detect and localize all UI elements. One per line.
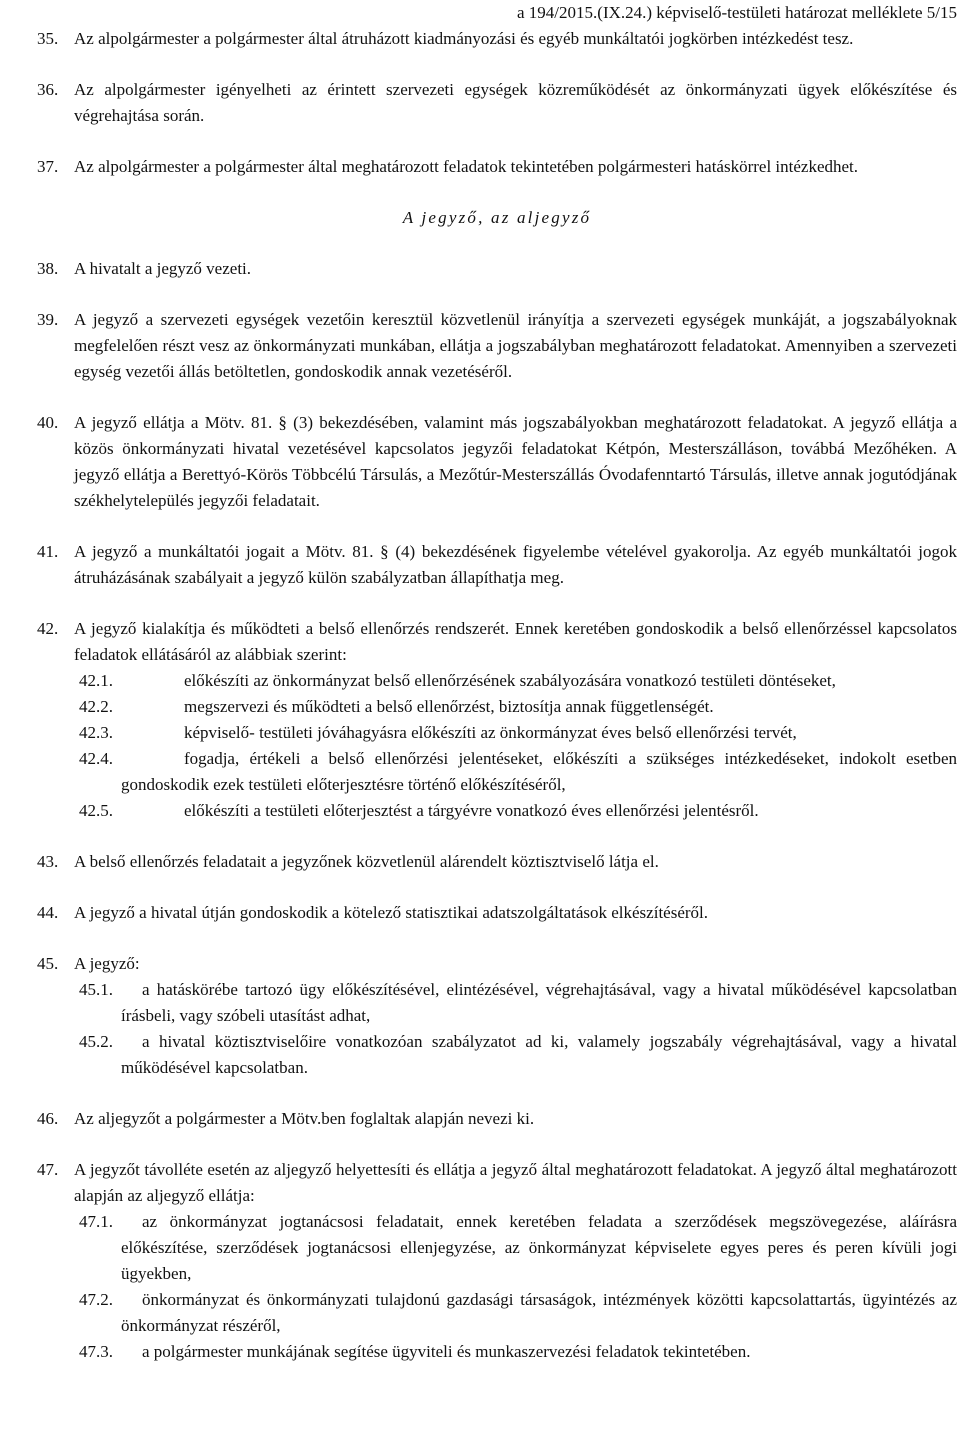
- list-item-number: 42.5.: [79, 801, 113, 820]
- paragraph-40: [37, 410, 957, 514]
- paragraph-35: [37, 26, 957, 52]
- paragraph-number: 36.: [37, 80, 59, 99]
- list-item-42-1: [79, 668, 957, 694]
- page-header: a 194/2015.(IX.24.) képviselő-testületi határozat melléklete 5/15: [517, 3, 957, 22]
- paragraph-text: Az aljegyzőt a polgármester a Mötv.ben foglaltak alapján nevezi ki.: [74, 1109, 535, 1128]
- list-item-47-3: [79, 1339, 957, 1365]
- list-item-text: az önkormányzat jogtanácsosi feladatait, ennek keretében feladata a szerződések megszövegezése, aláírásra előkészítése, szerződések jogtanácsosi ellenjegyzése, az önkormányzat képviselete egyes peres és peren kívüli jogi ügyekben,: [121, 1212, 957, 1283]
- list-item-number: 42.4.: [79, 749, 113, 768]
- paragraph-text: A belső ellenőrzés feladatait a jegyzőnek közvetlenül alárendelt köztisztviselő látja el.: [74, 852, 659, 871]
- paragraph-38: [37, 256, 957, 282]
- list-item-42-2: [79, 694, 957, 720]
- paragraph-number: 39.: [37, 310, 59, 329]
- paragraph-text: A jegyző kialakítja és működteti a belső ellenőrzés rendszerét. Ennek keretében gondoskodik a belső ellenőrzéssel kapcsolatos feladatok ellátásáról az alábbiak szerint:: [74, 619, 957, 664]
- paragraph-number: 42.: [37, 619, 59, 638]
- paragraph-text: A jegyzőt távolléte esetén az aljegyző helyettesíti és ellátja a jegyző által meghatározott feladatokat. A jegyző által meghatározott alapján az aljegyző ellátja:: [74, 1160, 957, 1205]
- list-item-42-4: [79, 746, 957, 798]
- list-item-47-1: [79, 1209, 957, 1287]
- list-item-text: a hatáskörébe tartozó ügy előkészítésével, elintézésével, végrehajtásával, vagy a hivatal működésével kapcsolatban írásbeli, vagy szóbeli utasítást adhat,: [121, 980, 957, 1025]
- paragraph-number: 41.: [37, 542, 59, 561]
- paragraph-number: 38.: [37, 259, 59, 278]
- list-item-47-2: [79, 1287, 957, 1339]
- paragraph-text: A jegyző a szervezeti egységek vezetőin keresztül közvetlenül irányítja a szervezeti egységek munkáját, a jogszabályoknak megfelelően részt vesz az önkormányzati munkában, ellátja a jogszabályban meghatározott feladatokat. Amennyiben a szervezeti egység vezetői állás betöltetlen, gondoskodik annak vezetéséről.: [74, 310, 957, 381]
- paragraph-number: 46.: [37, 1109, 59, 1128]
- list-item-45-2: [79, 1029, 957, 1081]
- section-title: A jegyző, az aljegyző: [402, 208, 592, 227]
- paragraph-text: Az alpolgármester igényelheti az érintett szervezeti egységek közreműködését az önkormányzati ügyek előkészítése és végrehajtása során.: [74, 80, 957, 125]
- list-item-text: képviselő- testületi jóváhagyásra előkészíti az önkormányzat éves belső ellenőrzési tervét,: [184, 723, 797, 742]
- paragraph-text: Az alpolgármester a polgármester által meghatározott feladatok tekintetében polgármesteri hatáskörrel intézkedhet.: [74, 157, 859, 176]
- list-item-number: 45.2.: [79, 1032, 113, 1051]
- paragraph-44: [37, 900, 957, 926]
- paragraph-36: [37, 77, 957, 129]
- list-item-42-3: [79, 720, 957, 746]
- paragraph-37: [37, 154, 957, 180]
- list-item-text: a hivatal köztisztviselőire vonatkozóan szabályzatot ad ki, valamely jogszabály végrehajtásával, vagy a hivatal működésével kapcsolatban.: [121, 1032, 957, 1077]
- paragraph-42: [37, 616, 957, 668]
- paragraph-number: 47.: [37, 1160, 59, 1179]
- list-item-number: 42.2.: [79, 697, 113, 716]
- paragraph-text: A hivatalt a jegyző vezeti.: [74, 259, 252, 278]
- list-item-text: fogadja, értékeli a belső ellenőrzési jelentéseket, előkészíti a szükséges intézkedéseket, indokolt esetben gondoskodik ezek testületi előterjesztésre történő előkészítéséről,: [121, 749, 957, 794]
- list-item-text: előkészíti a testületi előterjesztést a tárgyévre vonatkozó éves ellenőrzési jelentésről.: [184, 801, 759, 820]
- list-item-text: önkormányzat és önkormányzati tulajdonú gazdasági társaságok, intézmények közötti kapcsolattartás, ügyintézés az önkormányzat részéről,: [121, 1290, 957, 1335]
- paragraph-text: A jegyző a munkáltatói jogait a Mötv. 81. § (4) bekezdésének figyelembe vételével gyakorolja. Az egyéb munkáltatói jogok átruházásának szabályait a jegyző külön szabályzatban állapíthatja meg.: [74, 542, 957, 587]
- list-item-number: 42.3.: [79, 723, 113, 742]
- paragraph-39: [37, 307, 957, 385]
- paragraph-text: Az alpolgármester a polgármester által átruházott kiadmányozási és egyéb munkáltatói jogkörben intézkedést tesz.: [74, 29, 854, 48]
- list-item-number: 47.1.: [79, 1212, 113, 1231]
- list-item-text: előkészíti az önkormányzat belső ellenőrzésének szabályozására vonatkozó testületi döntéseket,: [184, 671, 836, 690]
- paragraph-43: [37, 849, 957, 875]
- paragraph-45: [37, 951, 957, 977]
- paragraph-text: A jegyző ellátja a Mötv. 81. § (3) bekezdésében, valamint más jogszabályokban meghatározott feladatokat. A jegyző ellátja a közös önkormányzati hivatal vezetésével kapcsolatos jegyzői feladatokat Kétpón, Mesterszálláson, továbbá Mezőhéken. A jegyző ellátja a Berettyó-Körös Többcélú Társulás, a Mezőtúr-Mesterszállás Óvodafenntartó Társulás, illetve annak jogutódjának székhelytelepülés jegyzői feladatait.: [74, 413, 957, 510]
- paragraph-number: 37.: [37, 157, 59, 176]
- list-item-number: 42.1.: [79, 671, 113, 690]
- list-item-42-5: [79, 798, 957, 824]
- paragraph-47: [37, 1157, 957, 1209]
- list-item-text: megszervezi és működteti a belső ellenőrzést, biztosítja annak függetlenségét.: [184, 697, 714, 716]
- list-item-text: a polgármester munkájának segítése ügyviteli és munkaszervezési feladatok tekintetében.: [142, 1342, 751, 1361]
- paragraph-41: [37, 539, 957, 591]
- paragraph-number: 40.: [37, 413, 59, 432]
- paragraph-number: 45.: [37, 954, 59, 973]
- list-item-number: 45.1.: [79, 980, 113, 999]
- paragraph-46: [37, 1106, 957, 1132]
- paragraph-number: 44.: [37, 903, 59, 922]
- paragraph-text: A jegyző:: [74, 954, 140, 973]
- paragraph-number: 35.: [37, 29, 59, 48]
- list-item-45-1: [79, 977, 957, 1029]
- list-item-number: 47.3.: [79, 1342, 113, 1361]
- list-item-number: 47.2.: [79, 1290, 113, 1309]
- paragraph-number: 43.: [37, 852, 59, 871]
- paragraph-text: A jegyző a hivatal útján gondoskodik a kötelező statisztikai adatszolgáltatások elkészítéséről.: [74, 903, 709, 922]
